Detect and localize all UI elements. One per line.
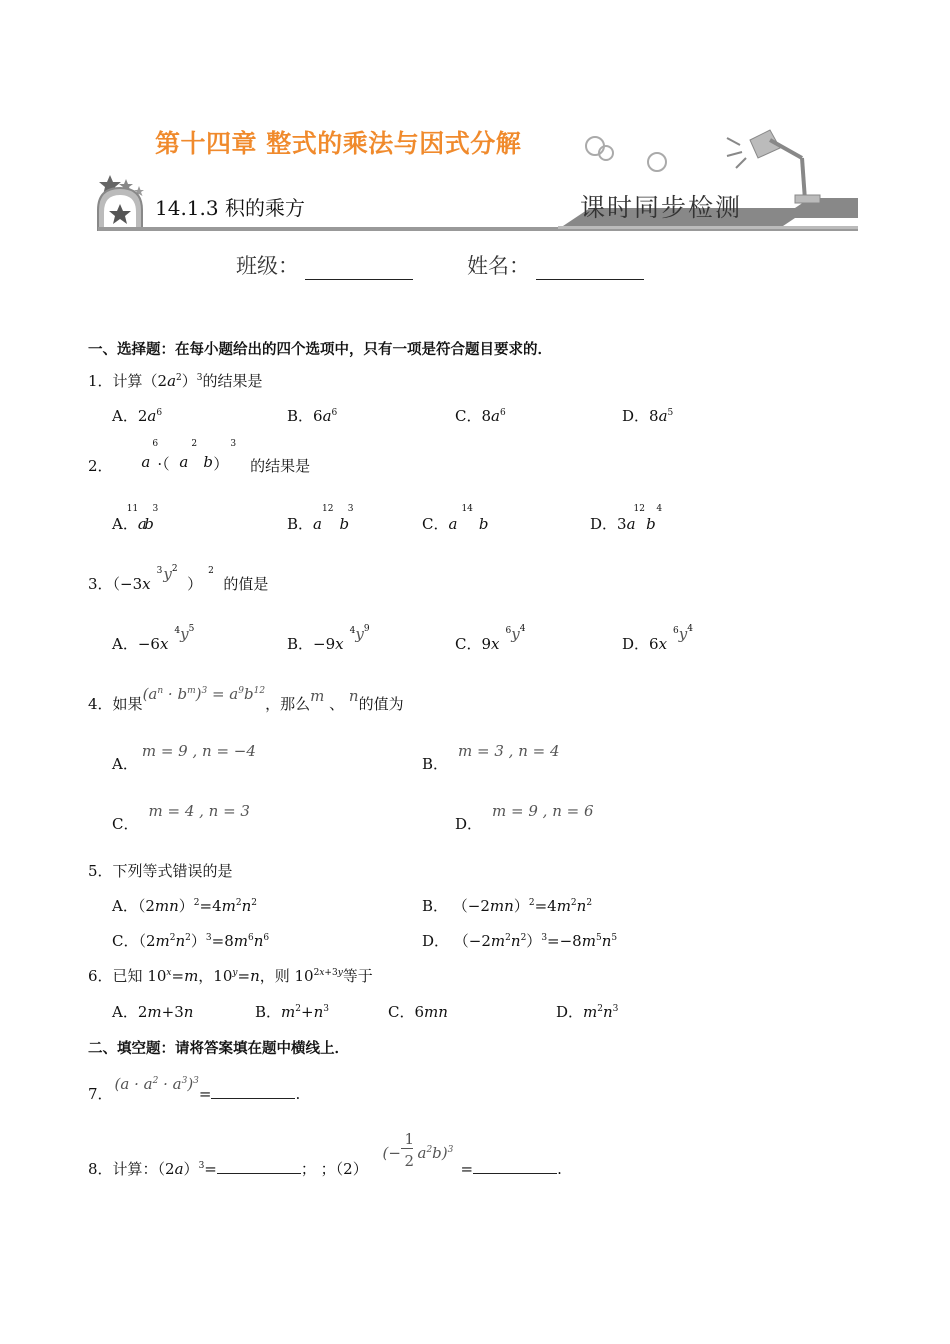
question-8: 8．计算：$(2a)^3=$ ； ；（2） (− 1 2 $a^2b)^3$ = .	[88, 1130, 562, 1178]
chapter-title: 第十四章 整式的乘法与因式分解	[155, 129, 522, 158]
q5-option-c[interactable]: C．$(2m^2n^2)^3=8m^6n^6$	[112, 932, 270, 950]
q1-option-b[interactable]: B．$6a^6$	[287, 407, 338, 425]
q5-option-b[interactable]: B． $(-2mn)^2=4m^2n^2$	[422, 897, 593, 915]
sync-label: 课时同步检测	[580, 193, 743, 222]
q3-option-b[interactable]: B．$-9x^4y^9$	[287, 624, 370, 653]
class-field[interactable]	[236, 250, 413, 280]
q4-option-a[interactable]: A．m = 9 , n = −4	[112, 742, 256, 773]
q4-option-c[interactable]: C．m = 4 , n = 3	[112, 802, 250, 833]
q5-option-d[interactable]: D． $(-2m^2n^2)^3=-8m^5n^5$	[422, 932, 618, 950]
q2-option-a[interactable]: A．$a^{11 3}b$	[112, 504, 159, 533]
q1-option-d[interactable]: D．$8a^5$	[622, 407, 674, 425]
bubble-icon	[586, 137, 604, 155]
q1-option-a[interactable]: A．$2a^6$	[112, 407, 163, 425]
q1-option-c[interactable]: C．$8a^6$	[455, 407, 506, 425]
q7-answer-blank[interactable]	[211, 1084, 295, 1099]
question-7: 7．$(a \cdot a^2 \cdot a^3)^3=$ .	[88, 1075, 301, 1103]
q2-option-d[interactable]: D．$3a^{12 4}b$	[590, 504, 663, 533]
q3-option-c[interactable]: C．$9x^6y^4$	[455, 624, 526, 653]
class-blank[interactable]	[305, 259, 413, 280]
question-6: 6．已知 $10^x=m$，$10^y=n$，则 $10^{2x+3y}$等于	[88, 967, 373, 985]
question-2: 2． a 6 ·（ a 2 b ） 3 的结果是	[88, 439, 311, 475]
name-blank[interactable]	[536, 259, 644, 280]
q3-option-d[interactable]: D．$6x^6y^4$	[622, 624, 693, 653]
section-title: 14.1.3 积的乘方	[155, 196, 305, 220]
part2-heading: 二、填空题：请将答案填在题中横线上．	[88, 1041, 349, 1057]
class-label: 班级：	[236, 254, 299, 278]
q5-option-a[interactable]: A．$(2mn)^2=4m^2n^2$	[112, 897, 258, 915]
q6-option-a[interactable]: A．2m+3n	[112, 1003, 194, 1021]
q6-option-c[interactable]: C．6mn	[388, 1003, 448, 1021]
bubble-icon	[648, 153, 666, 171]
part1-heading: 一、选择题：在每小题给出的四个选项中，只有一项是符合题目要求的．	[88, 342, 552, 358]
question-3: 3．（$-3x^3y^2$ ）$^2$ 的值是	[88, 564, 269, 593]
question-4: 4．如果$(a^n \cdot b^m)^3 = a^9b^{12}$，那么m 、 n的值为	[88, 685, 404, 713]
q6-option-b[interactable]: B．$m^2+n^3$	[255, 1003, 329, 1021]
q2-option-b[interactable]: B．$a^{12 3}b$	[287, 504, 354, 533]
question-1: 1．计算$(2a^2)^3$的结果是	[88, 372, 263, 390]
name-field[interactable]	[467, 250, 644, 280]
q4-option-b[interactable]: B．m = 3 , n = 4	[422, 742, 560, 773]
q2-option-c[interactable]: C．$a^{14}b$	[422, 504, 489, 533]
question-5: 5．下列等式错误的是	[88, 862, 233, 880]
q4-option-d[interactable]: D．m = 9 , n = 6	[455, 802, 594, 833]
q3-option-a[interactable]: A．$-6x^4y^5$	[112, 624, 195, 653]
q6-option-d[interactable]: D．$m^2n^3$	[556, 1003, 619, 1021]
q8-answer-blank-1[interactable]	[217, 1159, 301, 1174]
name-label: 姓名：	[467, 254, 530, 278]
q8-answer-blank-2[interactable]	[473, 1159, 557, 1174]
